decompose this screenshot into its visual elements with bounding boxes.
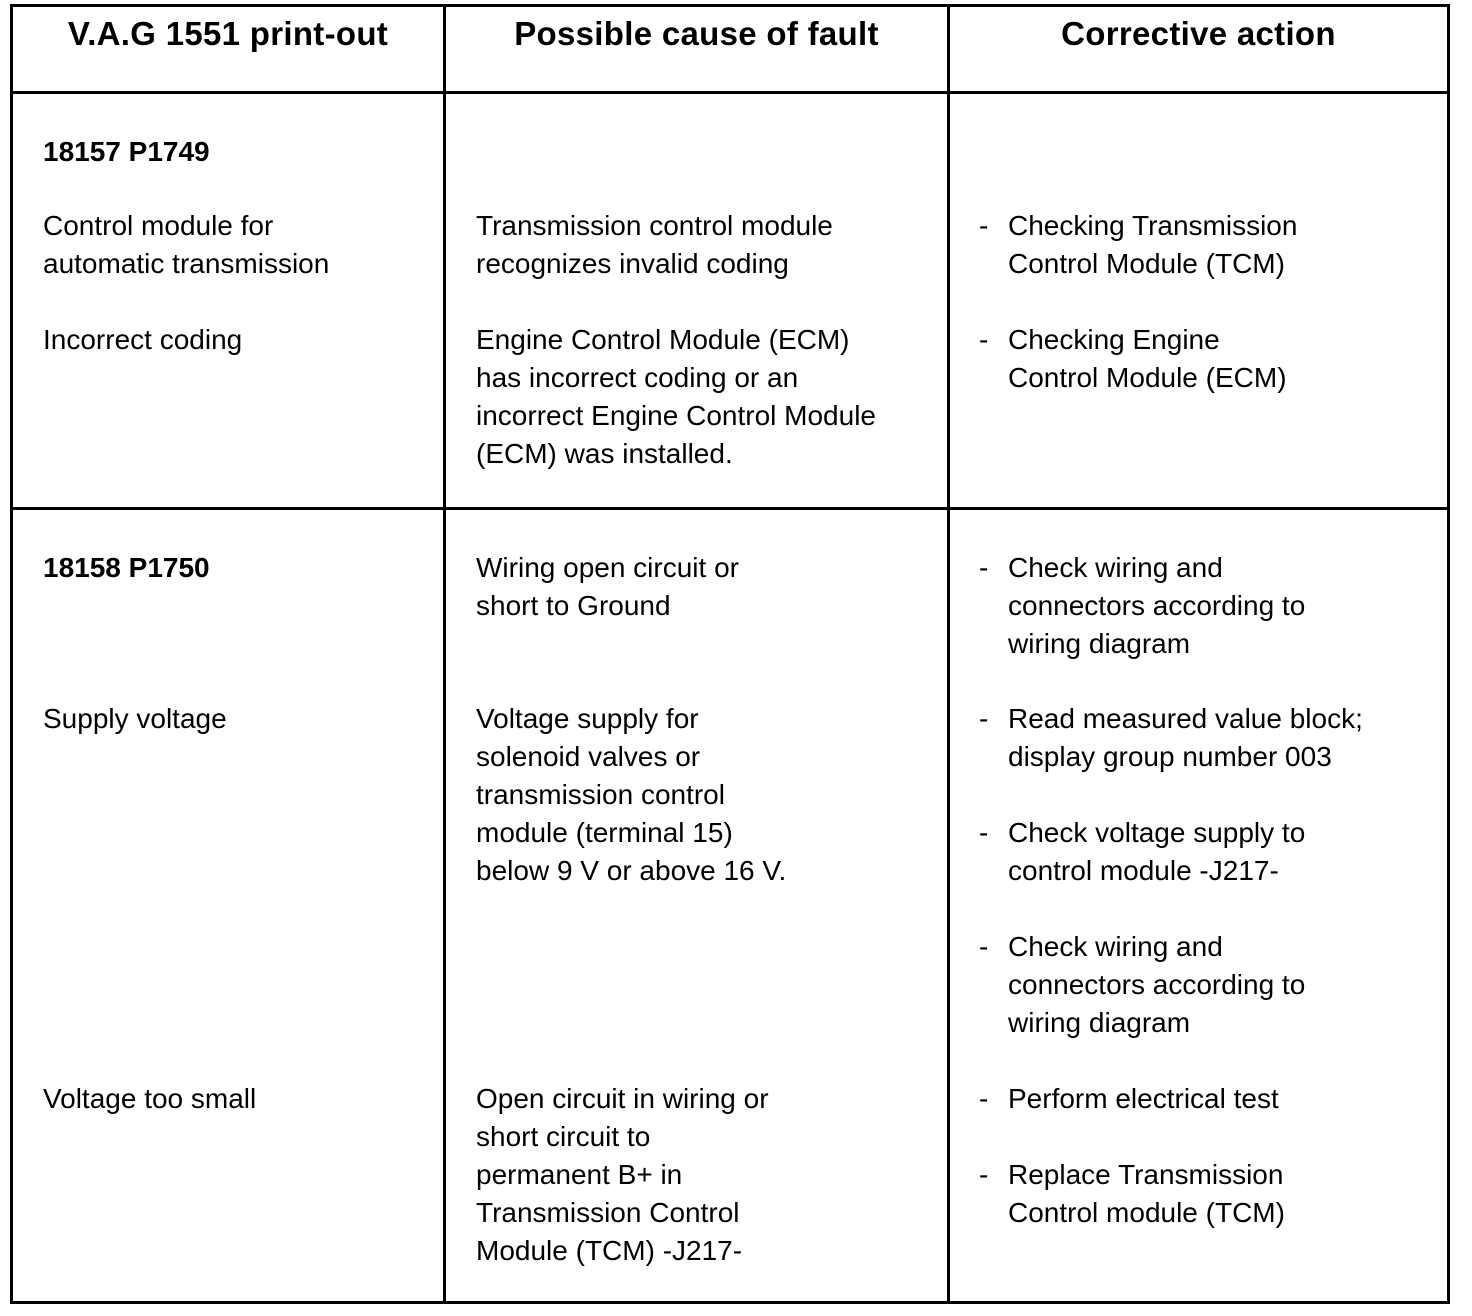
cause-line: incorrect Engine Control Module bbox=[476, 400, 876, 431]
action-line: wiring diagram bbox=[1008, 1007, 1191, 1038]
action-line: control module -J217- bbox=[1008, 855, 1279, 886]
list-dash: - bbox=[979, 1159, 989, 1190]
fault-code: 18158 P1750 bbox=[43, 552, 210, 583]
cause-line: solenoid valves or bbox=[476, 741, 701, 772]
cause-line: Engine Control Module (ECM) bbox=[476, 324, 850, 355]
column-divider-2 bbox=[947, 7, 950, 1301]
list-dash: - bbox=[979, 210, 989, 241]
cause-line: module (terminal 15) bbox=[476, 817, 733, 848]
cause-line: Voltage supply for bbox=[476, 703, 699, 734]
cause-line: (ECM) was installed. bbox=[476, 438, 733, 469]
action-line: Control module (TCM) bbox=[1008, 1197, 1285, 1228]
list-dash: - bbox=[979, 817, 989, 848]
cause-line: Module (TCM) -J217- bbox=[476, 1235, 743, 1266]
fault-code: 18157 P1749 bbox=[43, 136, 210, 167]
cause-line: Transmission control module bbox=[476, 210, 833, 241]
list-dash: - bbox=[979, 703, 989, 734]
printout-line: Incorrect coding bbox=[43, 324, 243, 355]
list-dash: - bbox=[979, 931, 989, 962]
action-line: connectors according to bbox=[1008, 590, 1306, 621]
list-dash: - bbox=[979, 324, 989, 355]
cause-line: Wiring open circuit or bbox=[476, 552, 739, 583]
cause-line: permanent B+ in bbox=[476, 1159, 683, 1190]
cause-line: recognizes invalid coding bbox=[476, 248, 789, 279]
cause-line: short to Ground bbox=[476, 590, 671, 621]
action-line: Check wiring and bbox=[1008, 931, 1223, 962]
action-line: Read measured value block; bbox=[1008, 703, 1363, 734]
column-divider-1 bbox=[443, 7, 446, 1301]
header-cause: Possible cause of fault bbox=[514, 15, 879, 52]
header-printout: V.A.G 1551 print-out bbox=[67, 15, 389, 52]
action-line: wiring diagram bbox=[1008, 628, 1191, 659]
list-dash: - bbox=[979, 1083, 989, 1114]
printout-line: Control module for bbox=[43, 210, 274, 241]
list-dash: - bbox=[979, 552, 989, 583]
fault-table bbox=[10, 4, 1450, 1304]
action-line: connectors according to bbox=[1008, 969, 1306, 1000]
printout-line: automatic transmission bbox=[43, 248, 330, 279]
action-line: Replace Transmission bbox=[1008, 1159, 1284, 1190]
header-divider bbox=[13, 91, 1447, 94]
cause-line: has incorrect coding or an bbox=[476, 362, 799, 393]
cause-line: below 9 V or above 16 V. bbox=[476, 855, 787, 886]
cause-line: short circuit to bbox=[476, 1121, 651, 1152]
action-line: Control Module (ECM) bbox=[1008, 362, 1287, 393]
action-line: Checking Transmission bbox=[1008, 210, 1298, 241]
action-line: Perform electrical test bbox=[1008, 1083, 1279, 1114]
cause-line: Open circuit in wiring or bbox=[476, 1083, 769, 1114]
action-line: Check voltage supply to bbox=[1008, 817, 1306, 848]
cause-line: transmission control bbox=[476, 779, 725, 810]
printout-line: Voltage too small bbox=[43, 1083, 257, 1114]
action-line: Checking Engine bbox=[1008, 324, 1220, 355]
printout-line: Supply voltage bbox=[43, 703, 227, 734]
cause-line: Transmission Control bbox=[476, 1197, 740, 1228]
row-divider bbox=[13, 507, 1447, 510]
header-action: Corrective action bbox=[1061, 15, 1336, 52]
action-line: Control Module (TCM) bbox=[1008, 248, 1285, 279]
action-line: Check wiring and bbox=[1008, 552, 1223, 583]
action-line: display group number 003 bbox=[1008, 741, 1332, 772]
